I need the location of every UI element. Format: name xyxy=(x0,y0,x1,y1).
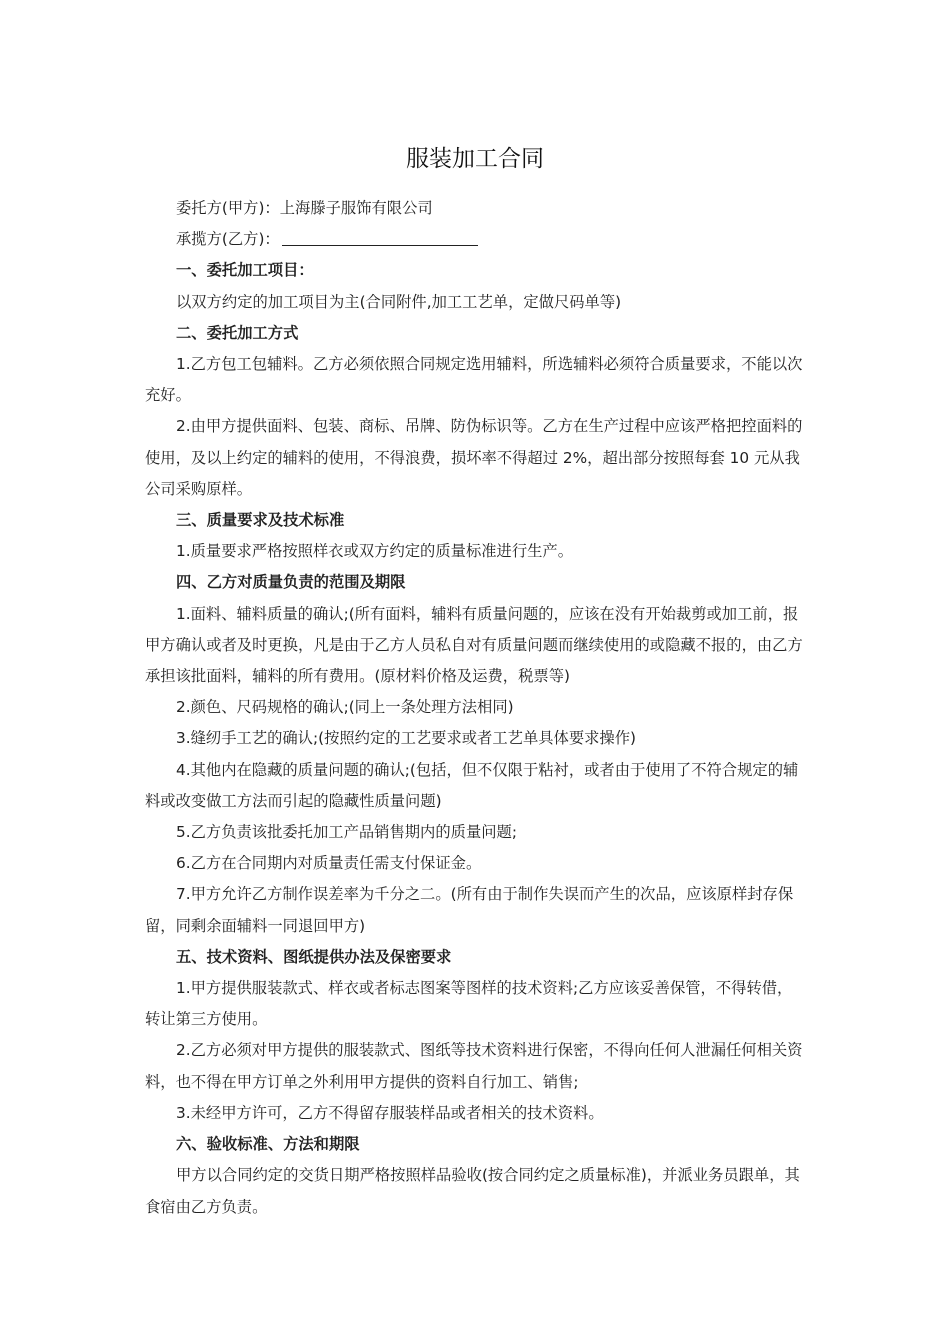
section-heading: 一、委托加工项目： xyxy=(176,261,314,280)
section-paragraph: 甲方以合同约定的交货日期严格按照样品验收(按合同约定之质量标准)，并派业务员跟单，其食宿由乙方负责。 xyxy=(145,1166,800,1216)
party-a-line xyxy=(145,193,807,224)
section-paragraph: 5.乙方负责该批委托加工产品销售期内的质量问题; xyxy=(176,823,517,842)
document-body xyxy=(145,193,807,1223)
section-paragraph: 1.质量要求严格按照样衣或双方约定的质量标准进行生产。 xyxy=(176,542,574,561)
section-paragraph: 1.乙方包工包辅料。乙方必须依照合同规定选用辅料，所选辅料必须符合质量要求，不能以次充好。 xyxy=(145,355,803,405)
section-heading: 六、验收标准、方法和期限 xyxy=(176,1135,360,1154)
section-paragraph: 4.其他内在隐藏的质量问题的确认;(包括，但不仅限于粘衬，或者由于使用了不符合规定的辅料或改变做工方法而引起的隐藏性质量问题) xyxy=(145,760,799,810)
section-heading: 三、质量要求及技术标准 xyxy=(176,511,345,530)
section-paragraph: 1.甲方提供服装款式、样衣或者标志图案等图样的技术资料;乙方应该妥善保管，不得转借，转让第三方使用。 xyxy=(145,979,793,1029)
party-b-line xyxy=(145,224,807,255)
section-heading: 二、委托加工方式 xyxy=(176,323,299,342)
document-title: 服装加工合同 xyxy=(406,146,544,172)
section-paragraph: 2.由甲方提供面料、包装、商标、吊牌、防伪标识等。乙方在生产过程中应该严格把控面料的使用，及以上约定的辅料的使用，不得浪费，损坏率不得超过 2%，超出部分按照每套 10 元从我公司采购原样。 xyxy=(145,417,803,498)
section-paragraph: 7.甲方允许乙方制作误差率为千分之二。(所有由于制作失误而产生的次品，应该原样封存保留，同剩余面辅料一同退回甲方) xyxy=(145,885,794,935)
section-heading: 四、乙方对质量负责的范围及期限 xyxy=(176,573,406,592)
party-b-blank xyxy=(282,227,478,246)
section-paragraph: 1.面料、辅料质量的确认;(所有面料，辅料有质量问题的，应该在没有开始裁剪或加工前，报甲方确认或者及时更换，凡是由于乙方人员私自对有质量问题而继续使用的或隐藏不报的，由乙方承担该批面料，辅料的所有费用。(原材料价格及运费，税票等) xyxy=(145,604,803,686)
party-a-name: 上海滕子服饰有限公司 xyxy=(279,199,433,217)
section-paragraph: 2.颜色、尺码规格的确认;(同上一条处理方法相同) xyxy=(176,698,514,717)
section-paragraph: 3.缝纫手工艺的确认;(按照约定的工艺要求或者工艺单具体要求操作) xyxy=(176,729,636,748)
party-a-label: 委托方(甲方)： xyxy=(176,199,280,217)
section-paragraph: 3.未经甲方许可，乙方不得留存服装样品或者相关的技术资料。 xyxy=(176,1103,604,1122)
party-b-label: 承揽方(乙方)： xyxy=(176,230,280,249)
section-paragraph: 6.乙方在合同期内对质量责任需支付保证金。 xyxy=(176,854,482,873)
section-heading: 五、技术资料、图纸提供办法及保密要求 xyxy=(176,947,452,966)
section-paragraph: 以双方约定的加工项目为主(合同附件,加工工艺单，定做尺码单等) xyxy=(176,292,622,311)
section-paragraph: 2.乙方必须对甲方提供的服装款式、图纸等技术资料进行保密，不得向任何人泄漏任何相关资料，也不得在甲方订单之外利用甲方提供的资料自行加工、销售; xyxy=(145,1041,803,1091)
